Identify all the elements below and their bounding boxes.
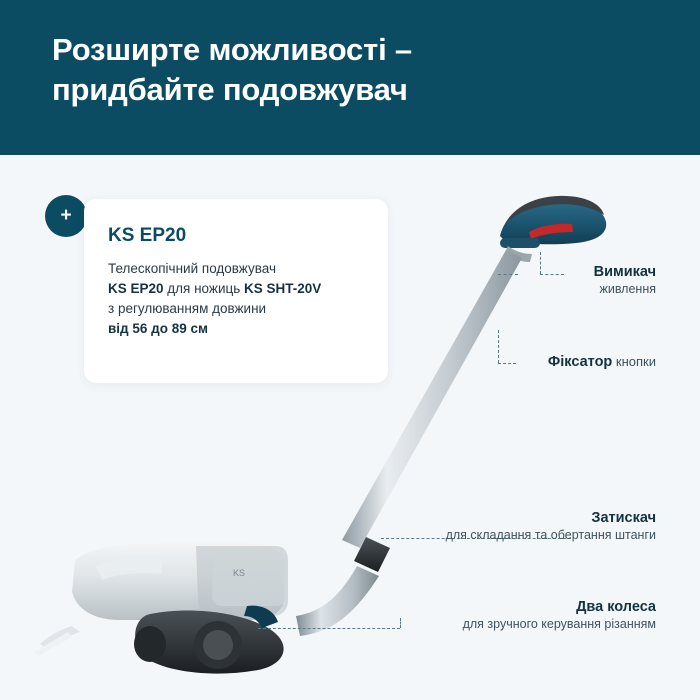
callout-clamp — [446, 509, 656, 544]
card-model-shears: KS SHT-20V — [244, 281, 322, 296]
leader-line-lock — [498, 363, 516, 364]
card-description-line-2 — [108, 279, 364, 299]
card-description-line-1: Телескопічний подовжувач — [108, 261, 277, 276]
card-description-mid: для ножиць — [163, 281, 244, 296]
card-title: KS EP20 — [108, 225, 187, 246]
leader-line-wheels — [258, 628, 400, 629]
callout-power-switch-subtitle: живлення — [599, 282, 656, 296]
callout-button-lock — [548, 353, 656, 371]
callout-power-switch — [594, 263, 656, 298]
card-description — [108, 259, 364, 339]
leader-line-lock-vertical — [498, 330, 499, 363]
callout-wheels — [463, 598, 656, 633]
callout-wheels-title: Два колеса — [576, 599, 656, 615]
plus-badge-icon: + — [45, 195, 87, 237]
header-title-line-2: придбайте подовжувач — [52, 72, 408, 107]
callout-clamp-title: Затискач — [591, 510, 656, 526]
leader-line-power-switch-tick — [498, 274, 518, 275]
card-length-range: від 56 до 89 см — [108, 321, 208, 336]
callout-clamp-subtitle: для складання та обертання штанги — [445, 528, 656, 542]
callout-wheels-subtitle: для зручного керування різанням — [462, 617, 656, 631]
card-description-line-4 — [108, 319, 364, 339]
callout-power-switch-title: Вимикач — [593, 264, 656, 280]
leader-line-wheels-vertical — [400, 618, 401, 628]
leader-line-power-switch — [540, 274, 564, 275]
svg-text:KS: KS — [233, 568, 246, 578]
product-info-card — [84, 199, 388, 383]
header-title-line-1: Розширте можливості – — [52, 32, 412, 67]
leader-line-power-switch-vertical — [540, 252, 541, 274]
card-description-line-3: з регулюванням довжини — [108, 301, 267, 316]
card-model-extension: KS EP20 — [108, 281, 164, 296]
callout-button-lock-title-bold: Фіксатор — [547, 354, 613, 370]
callout-button-lock-title-thin: кнопки — [612, 354, 656, 369]
callout-button-lock-title — [548, 353, 656, 371]
